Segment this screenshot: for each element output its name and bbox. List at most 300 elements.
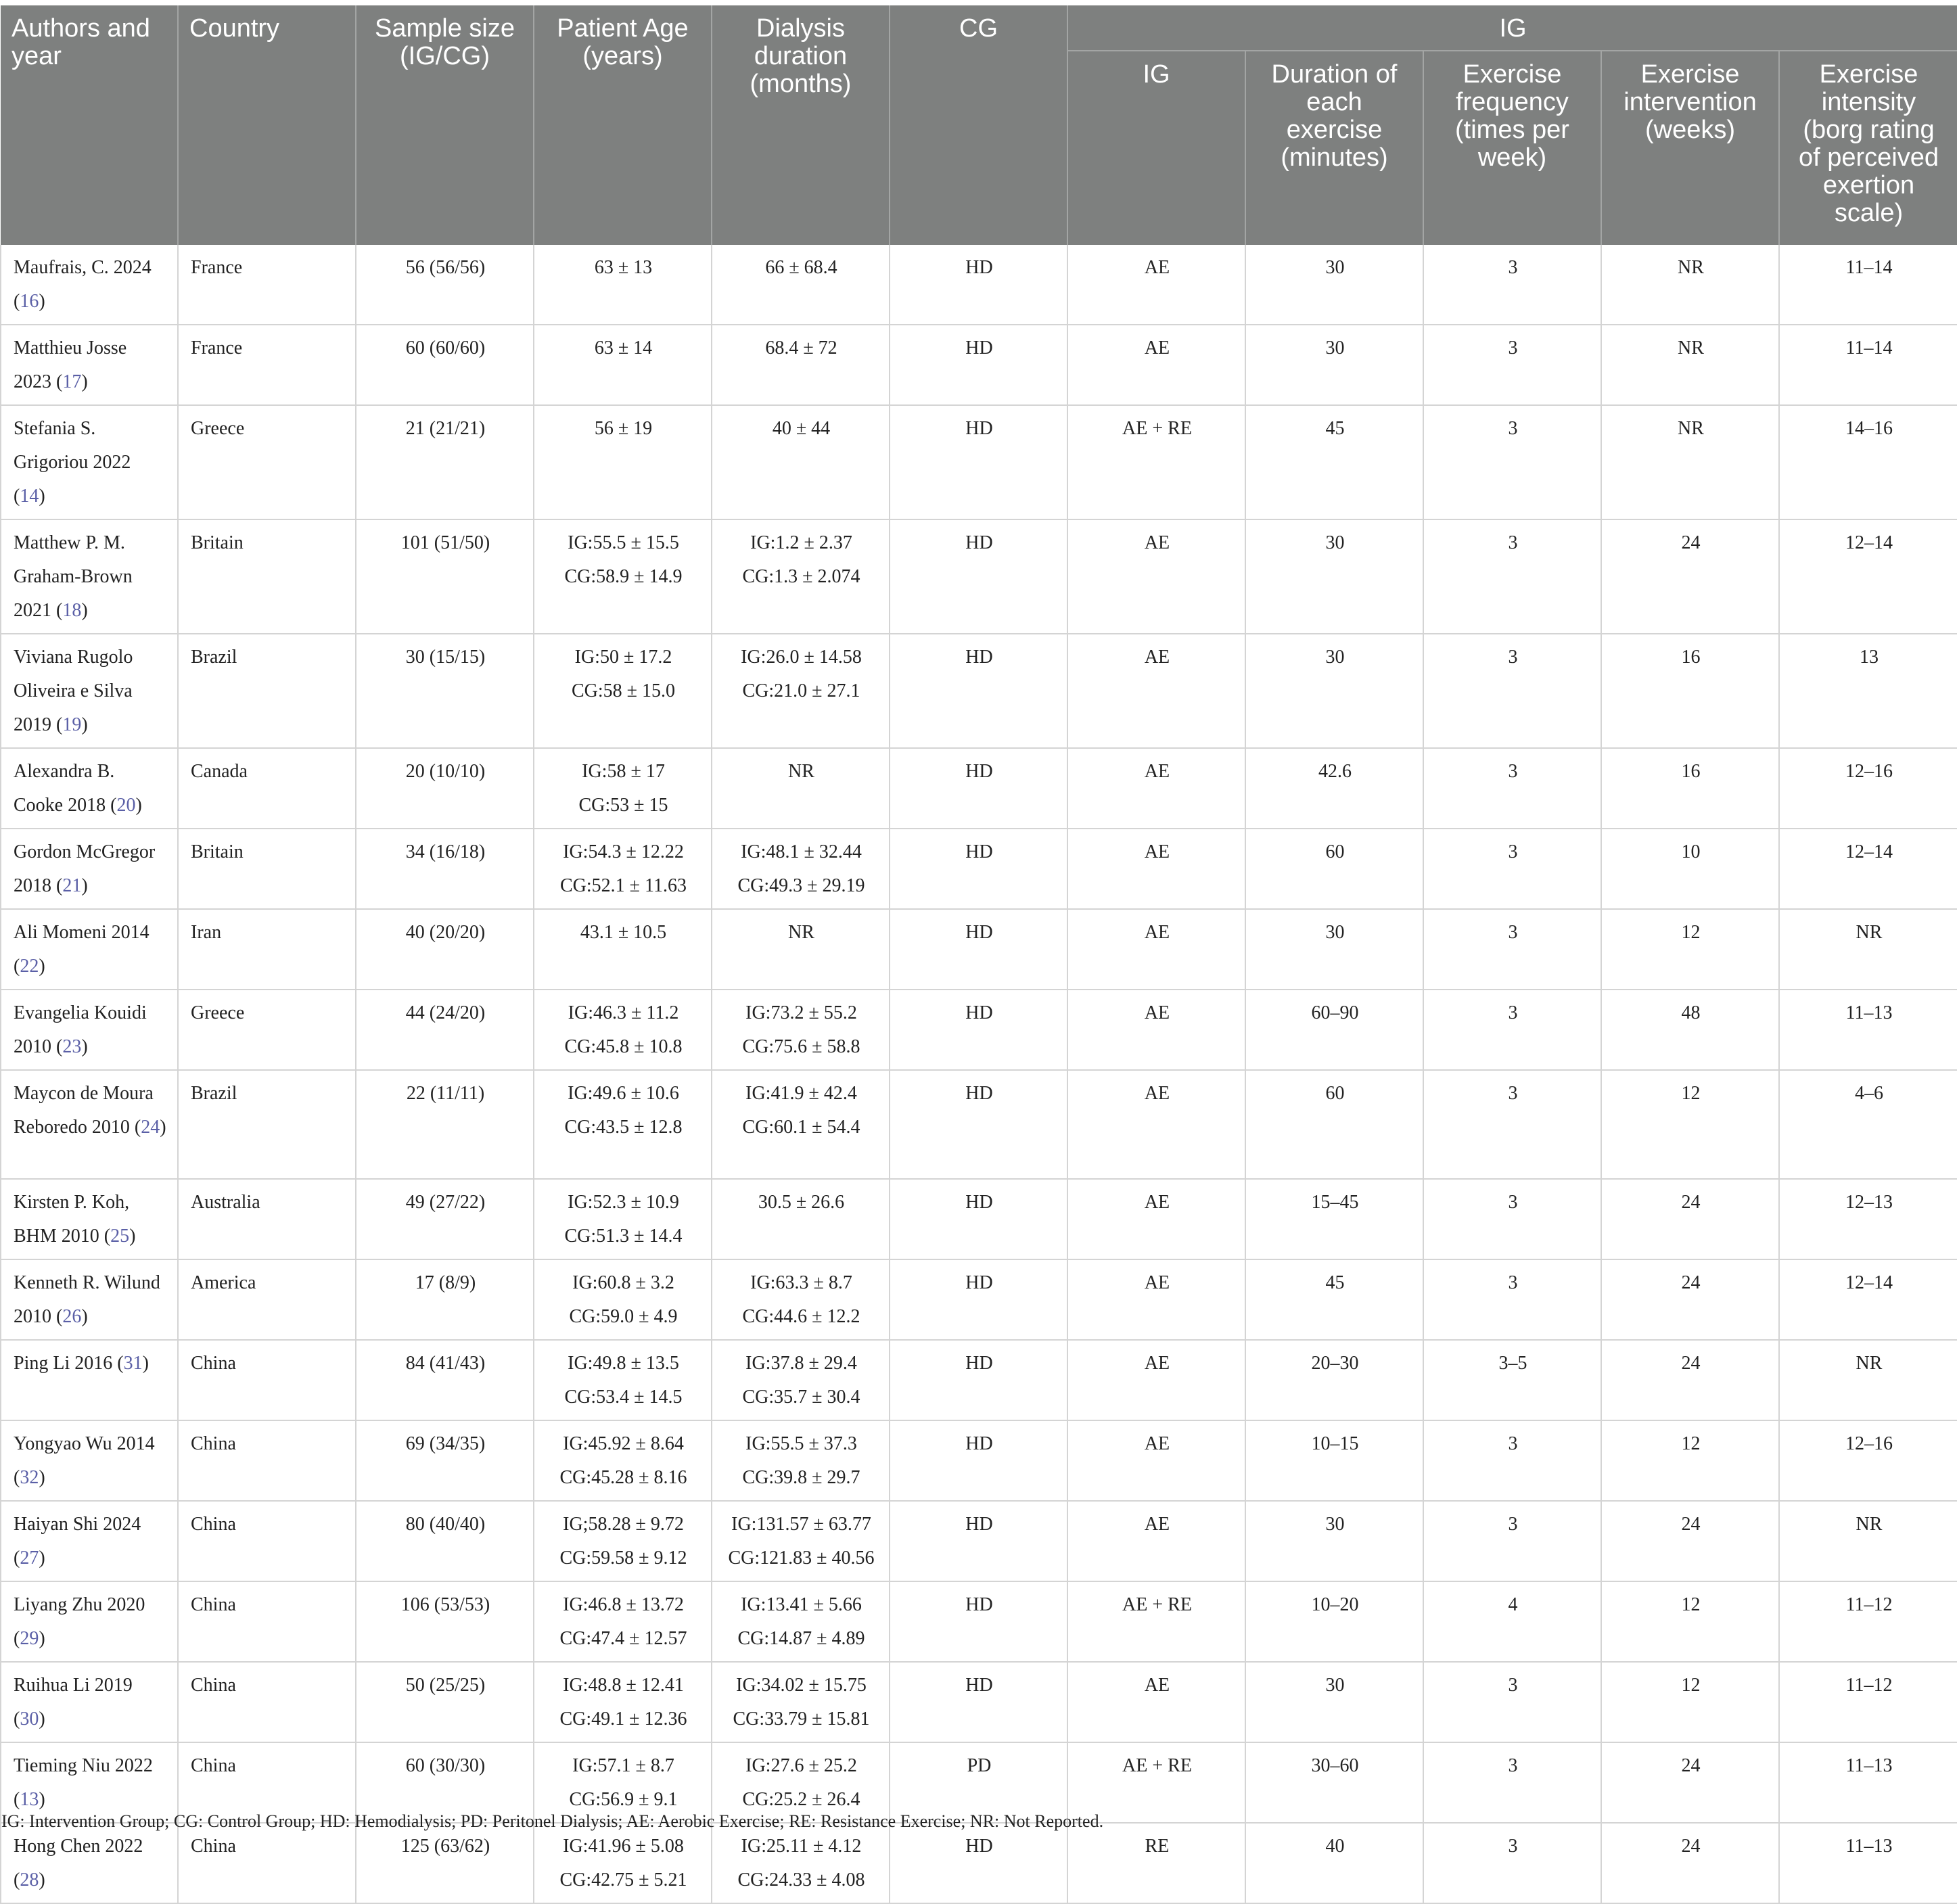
- cell-patient-age-line: CG:47.4 ± 12.57: [559, 1628, 687, 1649]
- cell-sample-size: 125 (63/62): [356, 1823, 534, 1903]
- author-name: Hong Chen 2022: [14, 1836, 143, 1857]
- cell-sample-size: 30 (15/15): [356, 634, 534, 748]
- cell-dialysis-duration-line: IG:26.0 ± 14.58: [741, 647, 862, 668]
- cell-cg: HD: [890, 1179, 1067, 1259]
- cell-exercise-frequency: 3: [1423, 634, 1601, 748]
- cell-country: France: [178, 325, 356, 405]
- cell-patient-age-line: CG:53.4 ± 14.5: [564, 1387, 683, 1408]
- author-name: Evangelia Kouidi 2010: [14, 1002, 147, 1057]
- cell-author: Ruihua Li 2019 (30): [1, 1662, 178, 1742]
- cell-patient-age-line: CG:58 ± 15.0: [571, 680, 676, 701]
- cell-author: Alexandra B. Cooke 2018 (20): [1, 748, 178, 829]
- cell-patient-age-line: IG:49.6 ± 10.6: [568, 1083, 679, 1104]
- cell-patient-age: [534, 519, 712, 634]
- cell-patient-age-line: IG:60.8 ± 3.2: [572, 1272, 674, 1293]
- header-cg: CG: [890, 5, 1067, 245]
- cell-author: Hong Chen 2022 (28): [1, 1823, 178, 1903]
- cell-ig: AE: [1067, 1501, 1245, 1581]
- cell-ig: AE: [1067, 519, 1245, 634]
- table-row: [1, 1070, 1957, 1179]
- cell-country: Brazil: [178, 634, 356, 748]
- table-body: [1, 245, 1957, 1903]
- author-name: Tieming Niu 2022: [14, 1755, 153, 1776]
- cell-country: Greece: [178, 990, 356, 1070]
- cell-exercise-frequency: 3: [1423, 1420, 1601, 1501]
- cell-dialysis-duration-line: CG:60.1 ± 54.4: [742, 1117, 860, 1138]
- cell-dialysis-duration-line: IG:37.8 ± 29.4: [745, 1353, 857, 1374]
- cell-sample-size: 20 (10/10): [356, 748, 534, 829]
- cell-exercise-duration: 20–30: [1245, 1340, 1423, 1420]
- cell-exercise-frequency: 3: [1423, 519, 1601, 634]
- cell-patient-age: [534, 325, 712, 405]
- table-row: [1, 829, 1957, 909]
- table-row: [1, 1501, 1957, 1581]
- cell-dialysis-duration-line: IG:63.3 ± 8.7: [750, 1272, 852, 1293]
- cell-patient-age-line: CG:49.1 ± 12.36: [559, 1709, 687, 1729]
- header-country: Country: [178, 5, 356, 245]
- cell-country: Greece: [178, 405, 356, 519]
- reference-link[interactable]: 31: [123, 1353, 143, 1374]
- cell-cg: HD: [890, 1823, 1067, 1903]
- cell-author: Viviana Rugolo Oliveira e Silva 2019 (19): [1, 634, 178, 748]
- cell-country: France: [178, 245, 356, 325]
- cell-exercise-intervention: NR: [1601, 325, 1779, 405]
- table-row: [1, 519, 1957, 634]
- cell-ig: AE: [1067, 1259, 1245, 1340]
- reference-link[interactable]: 26: [62, 1306, 82, 1327]
- reference-link[interactable]: 22: [20, 956, 39, 977]
- cell-country: China: [178, 1662, 356, 1742]
- reference-link[interactable]: 20: [116, 795, 136, 816]
- cell-dialysis-duration: [712, 909, 890, 990]
- cell-patient-age: [534, 748, 712, 829]
- cell-exercise-intensity: NR: [1779, 1340, 1957, 1420]
- cell-sample-size: 44 (24/20): [356, 990, 534, 1070]
- cell-exercise-frequency: 3: [1423, 325, 1601, 405]
- cell-dialysis-duration-line: CG:75.6 ± 58.8: [742, 1036, 860, 1057]
- cell-exercise-duration: 30: [1245, 634, 1423, 748]
- cell-patient-age-line: 63 ± 14: [594, 338, 653, 358]
- cell-patient-age-line: IG:55.5 ± 15.5: [568, 532, 679, 553]
- cell-dialysis-duration-line: CG:33.79 ± 15.81: [733, 1709, 870, 1729]
- cell-patient-age-line: IG:54.3 ± 12.22: [563, 841, 684, 862]
- cell-dialysis-duration-line: NR: [788, 922, 814, 943]
- cell-exercise-intensity: 11–14: [1779, 245, 1957, 325]
- cell-dialysis-duration-line: CG:14.87 ± 4.89: [737, 1628, 865, 1649]
- author-name: Viviana Rugolo Oliveira e Silva 2019: [14, 647, 133, 735]
- cell-patient-age: [534, 634, 712, 748]
- cell-patient-age-line: IG:58 ± 17: [582, 761, 665, 782]
- cell-dialysis-duration-line: 66 ± 68.4: [765, 257, 837, 278]
- cell-author: Kirsten P. Koh, BHM 2010 (25): [1, 1179, 178, 1259]
- cell-ig: AE: [1067, 909, 1245, 990]
- cell-cg: HD: [890, 325, 1067, 405]
- cell-dialysis-duration-line: CG:35.7 ± 30.4: [742, 1387, 860, 1408]
- cell-exercise-frequency: 4: [1423, 1581, 1601, 1662]
- cell-exercise-duration: 40: [1245, 1823, 1423, 1903]
- cell-sample-size: 49 (27/22): [356, 1179, 534, 1259]
- cell-sample-size: 84 (41/43): [356, 1340, 534, 1420]
- cell-exercise-intensity: 12–14: [1779, 829, 1957, 909]
- cell-exercise-duration: 42.6: [1245, 748, 1423, 829]
- cell-country: China: [178, 1420, 356, 1501]
- cell-dialysis-duration-line: CG:49.3 ± 29.19: [737, 875, 865, 896]
- cell-author: Gordon McGregor 2018 (21): [1, 829, 178, 909]
- cell-exercise-intervention: 12: [1601, 1581, 1779, 1662]
- cell-patient-age-line: IG:48.8 ± 12.41: [563, 1675, 684, 1696]
- cell-cg: PD: [890, 1742, 1067, 1823]
- cell-exercise-intervention: 12: [1601, 1420, 1779, 1501]
- cell-patient-age-line: IG:41.96 ± 5.08: [563, 1836, 684, 1857]
- cell-exercise-intervention: 24: [1601, 1823, 1779, 1903]
- author-name: Liyang Zhu 2020: [14, 1594, 145, 1615]
- cell-dialysis-duration: [712, 1581, 890, 1662]
- cell-exercise-intervention: 12: [1601, 1662, 1779, 1742]
- cell-cg: HD: [890, 1420, 1067, 1501]
- cell-dialysis-duration-line: CG:121.83 ± 40.56: [728, 1548, 875, 1569]
- cell-exercise-duration: 60: [1245, 1070, 1423, 1179]
- cell-patient-age-line: IG:45.92 ± 8.64: [563, 1433, 684, 1454]
- cell-patient-age: [534, 1420, 712, 1501]
- cell-country: Brazil: [178, 1070, 356, 1179]
- cell-ig: AE: [1067, 245, 1245, 325]
- cell-ig: AE: [1067, 748, 1245, 829]
- cell-patient-age-line: CG:51.3 ± 14.4: [564, 1226, 683, 1247]
- header-sample-size: Sample size (IG/CG): [356, 5, 534, 245]
- cell-country: China: [178, 1742, 356, 1823]
- cell-patient-age: [534, 1179, 712, 1259]
- cell-ig: AE: [1067, 1070, 1245, 1179]
- cell-exercise-intervention: 24: [1601, 1501, 1779, 1581]
- cell-exercise-duration: 30: [1245, 909, 1423, 990]
- cell-patient-age-line: IG:46.8 ± 13.72: [563, 1594, 684, 1615]
- table-row: [1, 1259, 1957, 1340]
- cell-sample-size: 106 (53/53): [356, 1581, 534, 1662]
- cell-cg: HD: [890, 829, 1067, 909]
- table-row: [1, 1581, 1957, 1662]
- reference-link[interactable]: 16: [20, 291, 39, 312]
- reference-link[interactable]: 14: [20, 486, 39, 507]
- cell-exercise-intensity: 12–14: [1779, 519, 1957, 634]
- cell-ig: AE: [1067, 1179, 1245, 1259]
- cell-exercise-intensity: 11–13: [1779, 1823, 1957, 1903]
- cell-dialysis-duration: [712, 325, 890, 405]
- cell-dialysis-duration-line: CG:44.6 ± 12.2: [742, 1306, 860, 1327]
- table-row: [1, 405, 1957, 519]
- cell-exercise-intervention: NR: [1601, 245, 1779, 325]
- cell-patient-age-line: 43.1 ± 10.5: [580, 922, 667, 943]
- cell-dialysis-duration-line: IG:34.02 ± 15.75: [736, 1675, 867, 1696]
- cell-cg: HD: [890, 634, 1067, 748]
- reference-link[interactable]: 18: [62, 600, 82, 621]
- cell-patient-age-line: IG:57.1 ± 8.7: [572, 1755, 674, 1776]
- cell-exercise-intervention: 16: [1601, 634, 1779, 748]
- table-footnote: IG: Intervention Group; CG: Control Group; HD: Hemodialysis; PD: Peritonel Dialysis; AE: Aerobic Exercise; RE: Resistance Exercise; NR: Not Reported.: [1, 1811, 1104, 1831]
- cell-dialysis-duration-line: IG:25.11 ± 4.12: [741, 1836, 862, 1857]
- table-row: [1, 1420, 1957, 1501]
- cell-dialysis-duration: [712, 990, 890, 1070]
- cell-exercise-frequency: 3–5: [1423, 1340, 1601, 1420]
- header-ig-group: IG: [1067, 5, 1957, 51]
- cell-patient-age-line: CG:53 ± 15: [578, 795, 668, 816]
- cell-patient-age-line: 63 ± 13: [594, 257, 653, 278]
- cell-country: China: [178, 1340, 356, 1420]
- cell-exercise-duration: 30: [1245, 325, 1423, 405]
- cell-cg: HD: [890, 1662, 1067, 1742]
- cell-patient-age: [534, 829, 712, 909]
- cell-sample-size: 69 (34/35): [356, 1420, 534, 1501]
- cell-exercise-frequency: 3: [1423, 829, 1601, 909]
- cell-ig: AE: [1067, 990, 1245, 1070]
- cell-patient-age-line: CG:45.28 ± 8.16: [559, 1467, 687, 1488]
- cell-patient-age-line: CG:52.1 ± 11.63: [559, 875, 687, 896]
- cell-patient-age: [534, 405, 712, 519]
- cell-exercise-frequency: 3: [1423, 1179, 1601, 1259]
- cell-country: America: [178, 1259, 356, 1340]
- author-name: Kenneth R. Wilund 2010: [14, 1272, 160, 1327]
- table-row: [1, 245, 1957, 325]
- cell-exercise-intensity: NR: [1779, 1501, 1957, 1581]
- cell-cg: HD: [890, 909, 1067, 990]
- cell-exercise-frequency: 3: [1423, 1823, 1601, 1903]
- cell-exercise-intervention: 48: [1601, 990, 1779, 1070]
- cell-dialysis-duration-line: IG:131.57 ± 63.77: [731, 1514, 871, 1535]
- cell-exercise-duration: 45: [1245, 405, 1423, 519]
- cell-dialysis-duration-line: CG:39.8 ± 29.7: [742, 1467, 860, 1488]
- cell-exercise-intervention: 24: [1601, 519, 1779, 634]
- cell-sample-size: 60 (30/30): [356, 1742, 534, 1823]
- cell-patient-age: [534, 1070, 712, 1179]
- reference-link[interactable]: 28: [20, 1870, 39, 1890]
- header-exercise-intensity: Exercise intensity (borg rating of perceived exertion scale): [1779, 51, 1957, 245]
- cell-author: Matthew P. M. Graham-Brown 2021 (18): [1, 519, 178, 634]
- cell-cg: HD: [890, 990, 1067, 1070]
- cell-dialysis-duration: [712, 1501, 890, 1581]
- header-authors: Authors and year: [1, 5, 178, 245]
- table-row: [1, 909, 1957, 990]
- cell-sample-size: 17 (8/9): [356, 1259, 534, 1340]
- cell-author: Evangelia Kouidi 2010 (23): [1, 990, 178, 1070]
- cell-dialysis-duration-line: IG:73.2 ± 55.2: [745, 1002, 857, 1023]
- reference-link[interactable]: 25: [110, 1226, 130, 1247]
- cell-dialysis-duration-line: CG:1.3 ± 2.074: [742, 566, 860, 587]
- cell-sample-size: 80 (40/40): [356, 1501, 534, 1581]
- cell-exercise-intensity: NR: [1779, 909, 1957, 990]
- cell-country: Australia: [178, 1179, 356, 1259]
- cell-country: China: [178, 1581, 356, 1662]
- cell-patient-age: [534, 1340, 712, 1420]
- cell-patient-age-line: CG:58.9 ± 14.9: [564, 566, 683, 587]
- cell-sample-size: 60 (60/60): [356, 325, 534, 405]
- author-name: Maufrais, C. 2024: [14, 257, 152, 278]
- cell-exercise-intensity: 12–16: [1779, 748, 1957, 829]
- cell-exercise-frequency: 3: [1423, 1501, 1601, 1581]
- cell-exercise-intervention: 12: [1601, 1070, 1779, 1179]
- cell-sample-size: 21 (21/21): [356, 405, 534, 519]
- cell-dialysis-duration-line: IG:41.9 ± 42.4: [745, 1083, 857, 1104]
- cell-ig: AE + RE: [1067, 1581, 1245, 1662]
- cell-country: Iran: [178, 909, 356, 990]
- cell-patient-age: [534, 990, 712, 1070]
- cell-dialysis-duration-line: CG:24.33 ± 4.08: [737, 1870, 865, 1890]
- reference-link[interactable]: 17: [62, 371, 82, 392]
- cell-exercise-intervention: 16: [1601, 748, 1779, 829]
- cell-patient-age-line: IG:46.3 ± 11.2: [568, 1002, 679, 1023]
- cell-dialysis-duration-line: IG:48.1 ± 32.44: [741, 841, 862, 862]
- reference-link[interactable]: 23: [62, 1036, 82, 1057]
- cell-patient-age-line: IG:49.8 ± 13.5: [568, 1353, 679, 1374]
- header-patient-age: Patient Age (years): [534, 5, 712, 245]
- header-exercise-intervention: Exercise intervention (weeks): [1601, 51, 1779, 245]
- cell-author: Stefania S. Grigoriou 2022 (14): [1, 405, 178, 519]
- cell-dialysis-duration-line: 68.4 ± 72: [765, 338, 837, 358]
- cell-exercise-duration: 60: [1245, 829, 1423, 909]
- cell-patient-age-line: CG:56.9 ± 9.1: [569, 1789, 678, 1810]
- cell-dialysis-duration-line: NR: [788, 761, 814, 782]
- cell-patient-age: [534, 1501, 712, 1581]
- reference-link[interactable]: 30: [20, 1709, 39, 1729]
- cell-patient-age-line: CG:42.75 ± 5.21: [559, 1870, 687, 1890]
- header-dialysis-duration: Dialysis duration (months): [712, 5, 890, 245]
- cell-cg: HD: [890, 1259, 1067, 1340]
- cell-author: Ali Momeni 2014 (22): [1, 909, 178, 990]
- cell-dialysis-duration-line: IG:27.6 ± 25.2: [745, 1755, 857, 1776]
- cell-sample-size: 101 (51/50): [356, 519, 534, 634]
- reference-link[interactable]: 29: [20, 1628, 39, 1649]
- reference-link[interactable]: 24: [141, 1117, 160, 1138]
- cell-patient-age-line: IG;58.28 ± 9.72: [563, 1514, 684, 1535]
- header-exercise-frequency: Exercise frequency (times per week): [1423, 51, 1601, 245]
- cell-exercise-intensity: 11–13: [1779, 990, 1957, 1070]
- table-row: [1, 1823, 1957, 1903]
- reference-link[interactable]: 13: [20, 1789, 39, 1810]
- cell-author: Yongyao Wu 2014 (32): [1, 1420, 178, 1501]
- cell-dialysis-duration: [712, 748, 890, 829]
- cell-exercise-frequency: 3: [1423, 405, 1601, 519]
- author-name: Ruihua Li 2019: [14, 1675, 133, 1696]
- cell-sample-size: 56 (56/56): [356, 245, 534, 325]
- cell-ig: AE: [1067, 1420, 1245, 1501]
- cell-patient-age: [534, 1581, 712, 1662]
- cell-patient-age: [534, 1259, 712, 1340]
- cell-exercise-duration: 45: [1245, 1259, 1423, 1340]
- cell-country: Britain: [178, 519, 356, 634]
- cell-dialysis-duration: [712, 829, 890, 909]
- cell-dialysis-duration: [712, 519, 890, 634]
- cell-exercise-duration: 10–15: [1245, 1420, 1423, 1501]
- cell-ig: RE: [1067, 1823, 1245, 1903]
- cell-exercise-duration: 30–60: [1245, 1742, 1423, 1823]
- cell-exercise-intensity: 13: [1779, 634, 1957, 748]
- reference-link[interactable]: 19: [62, 714, 82, 735]
- cell-sample-size: 50 (25/25): [356, 1662, 534, 1742]
- cell-author: Maufrais, C. 2024 (16): [1, 245, 178, 325]
- cell-dialysis-duration: [712, 1259, 890, 1340]
- cell-dialysis-duration: [712, 405, 890, 519]
- author-name: Maycon de Moura Reboredo 2010: [14, 1083, 154, 1138]
- cell-exercise-duration: 10–20: [1245, 1581, 1423, 1662]
- cell-dialysis-duration-line: IG:55.5 ± 37.3: [745, 1433, 857, 1454]
- author-name: Yongyao Wu 2014: [14, 1433, 155, 1454]
- header-exercise-duration: Duration of each exercise (minutes): [1245, 51, 1423, 245]
- cell-exercise-intensity: 11–14: [1779, 325, 1957, 405]
- cell-author: Tieming Niu 2022 (13): [1, 1742, 178, 1823]
- cell-exercise-intervention: 12: [1601, 909, 1779, 990]
- cell-exercise-intensity: 14–16: [1779, 405, 1957, 519]
- cell-patient-age-line: 56 ± 19: [594, 418, 653, 439]
- cell-sample-size: 22 (11/11): [356, 1070, 534, 1179]
- cell-sample-size: 34 (16/18): [356, 829, 534, 909]
- cell-patient-age: [534, 909, 712, 990]
- cell-dialysis-duration: [712, 245, 890, 325]
- cell-exercise-intervention: 24: [1601, 1179, 1779, 1259]
- cell-cg: HD: [890, 1340, 1067, 1420]
- cell-exercise-intervention: 24: [1601, 1742, 1779, 1823]
- cell-dialysis-duration-line: 30.5 ± 26.6: [758, 1192, 845, 1213]
- cell-exercise-duration: 60–90: [1245, 990, 1423, 1070]
- table-row: [1, 1662, 1957, 1742]
- cell-dialysis-duration: [712, 1662, 890, 1742]
- reference-link[interactable]: 32: [20, 1467, 39, 1488]
- cell-dialysis-duration: [712, 1179, 890, 1259]
- author-name: Ali Momeni 2014: [14, 922, 149, 943]
- cell-exercise-intensity: 11–12: [1779, 1581, 1957, 1662]
- cell-ig: AE + RE: [1067, 1742, 1245, 1823]
- cell-exercise-intervention: NR: [1601, 405, 1779, 519]
- cell-patient-age: [534, 1823, 712, 1903]
- cell-patient-age-line: CG:59.0 ± 4.9: [569, 1306, 678, 1327]
- cell-ig: AE: [1067, 829, 1245, 909]
- cell-author: Kenneth R. Wilund 2010 (26): [1, 1259, 178, 1340]
- cell-exercise-intensity: 12–14: [1779, 1259, 1957, 1340]
- cell-country: Britain: [178, 829, 356, 909]
- cell-author: Matthieu Josse 2023 (17): [1, 325, 178, 405]
- cell-patient-age: [534, 245, 712, 325]
- cell-ig: AE: [1067, 325, 1245, 405]
- cell-author: Ping Li 2016 (31): [1, 1340, 178, 1420]
- author-name: Gordon McGregor 2018: [14, 841, 156, 896]
- table-row: [1, 634, 1957, 748]
- cell-patient-age-line: IG:52.3 ± 10.9: [568, 1192, 679, 1213]
- cell-exercise-frequency: 3: [1423, 990, 1601, 1070]
- cell-exercise-frequency: 3: [1423, 1259, 1601, 1340]
- cell-exercise-duration: 30: [1245, 1501, 1423, 1581]
- table-row: [1, 325, 1957, 405]
- cell-ig: AE: [1067, 1340, 1245, 1420]
- reference-link[interactable]: 27: [20, 1548, 39, 1569]
- reference-link[interactable]: 21: [62, 875, 82, 896]
- cell-exercise-intensity: 11–13: [1779, 1742, 1957, 1823]
- cell-exercise-frequency: 3: [1423, 909, 1601, 990]
- cell-cg: HD: [890, 1581, 1067, 1662]
- cell-exercise-frequency: 3: [1423, 748, 1601, 829]
- cell-cg: HD: [890, 245, 1067, 325]
- cell-exercise-intervention: 24: [1601, 1340, 1779, 1420]
- cell-exercise-frequency: 3: [1423, 1070, 1601, 1179]
- author-name: Kirsten P. Koh, BHM 2010: [14, 1192, 130, 1247]
- cell-dialysis-duration-line: 40 ± 44: [772, 418, 831, 439]
- cell-dialysis-duration: [712, 1420, 890, 1501]
- cell-exercise-duration: 30: [1245, 519, 1423, 634]
- cell-cg: HD: [890, 1070, 1067, 1179]
- cell-dialysis-duration-line: IG:13.41 ± 5.66: [741, 1594, 862, 1615]
- table-row: [1, 1179, 1957, 1259]
- cell-exercise-frequency: 3: [1423, 1662, 1601, 1742]
- cell-ig: AE: [1067, 1662, 1245, 1742]
- author-name: Matthieu Josse 2023: [14, 338, 127, 392]
- cell-patient-age: [534, 1662, 712, 1742]
- cell-dialysis-duration-line: IG:1.2 ± 2.37: [750, 532, 852, 553]
